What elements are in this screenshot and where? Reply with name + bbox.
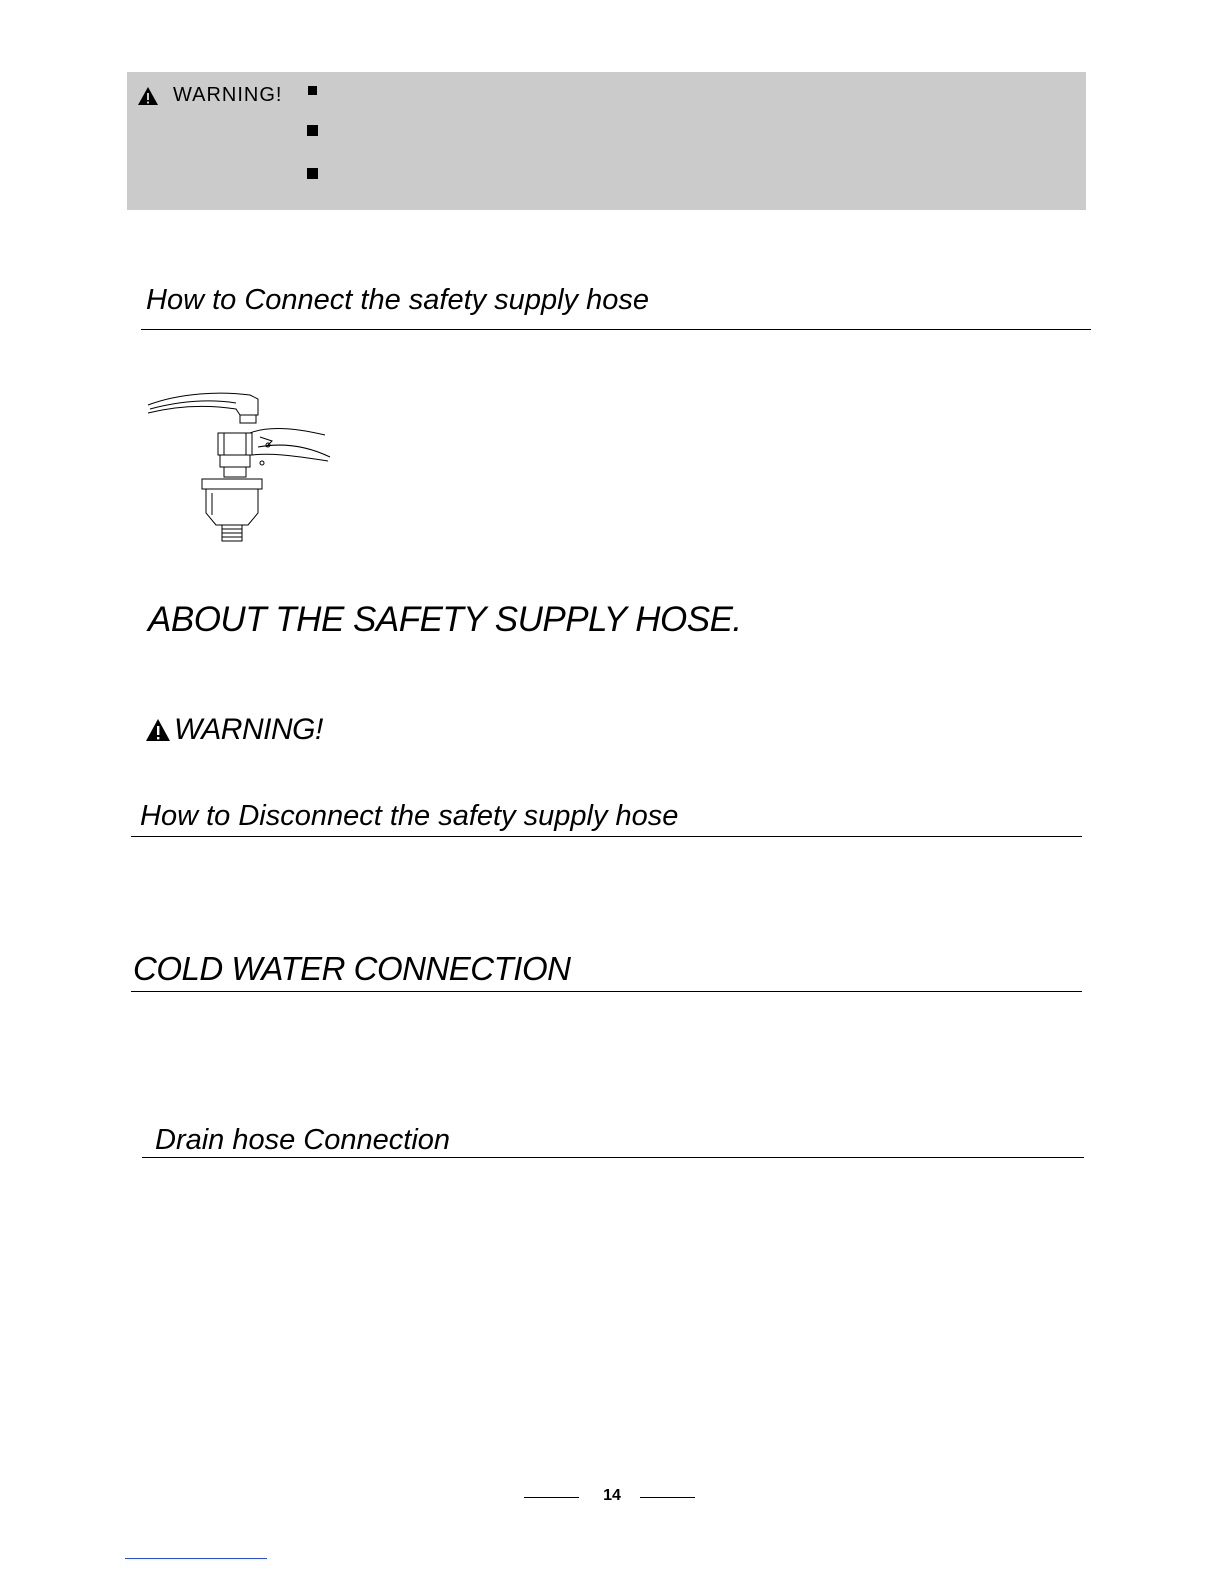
warning-triangle-icon [145, 718, 171, 742]
warning-callout-label: WARNING! [174, 713, 323, 746]
warning-bullet-1 [308, 86, 317, 95]
connect-rule [141, 329, 1091, 330]
drain-hose-heading: Drain hose Connection [155, 1124, 451, 1156]
warning-label: WARNING! [173, 84, 283, 106]
cold-water-rule [131, 991, 1082, 992]
footer-link-underline [125, 1558, 267, 1559]
warning-bullet-3 [307, 168, 318, 179]
page-number-line-left [524, 1497, 579, 1498]
faucet-hose-connector-illustration [140, 385, 340, 550]
disconnect-heading: How to Disconnect the safety supply hose [140, 800, 679, 832]
warning-callout [145, 713, 323, 747]
warning-triangle-icon [137, 86, 159, 106]
disconnect-rule [131, 836, 1082, 837]
cold-water-heading: COLD WATER CONNECTION [133, 950, 571, 987]
warning-box [127, 72, 1086, 210]
warning-bullet-2 [307, 125, 318, 136]
connect-heading: How to Connect the safety supply hose [146, 284, 649, 316]
warning-header [137, 84, 282, 107]
page-number: 14 [603, 1487, 621, 1504]
page-number-line-right [640, 1497, 695, 1498]
about-heading: ABOUT THE SAFETY SUPPLY HOSE. [148, 600, 742, 639]
drain-hose-rule [142, 1157, 1084, 1158]
